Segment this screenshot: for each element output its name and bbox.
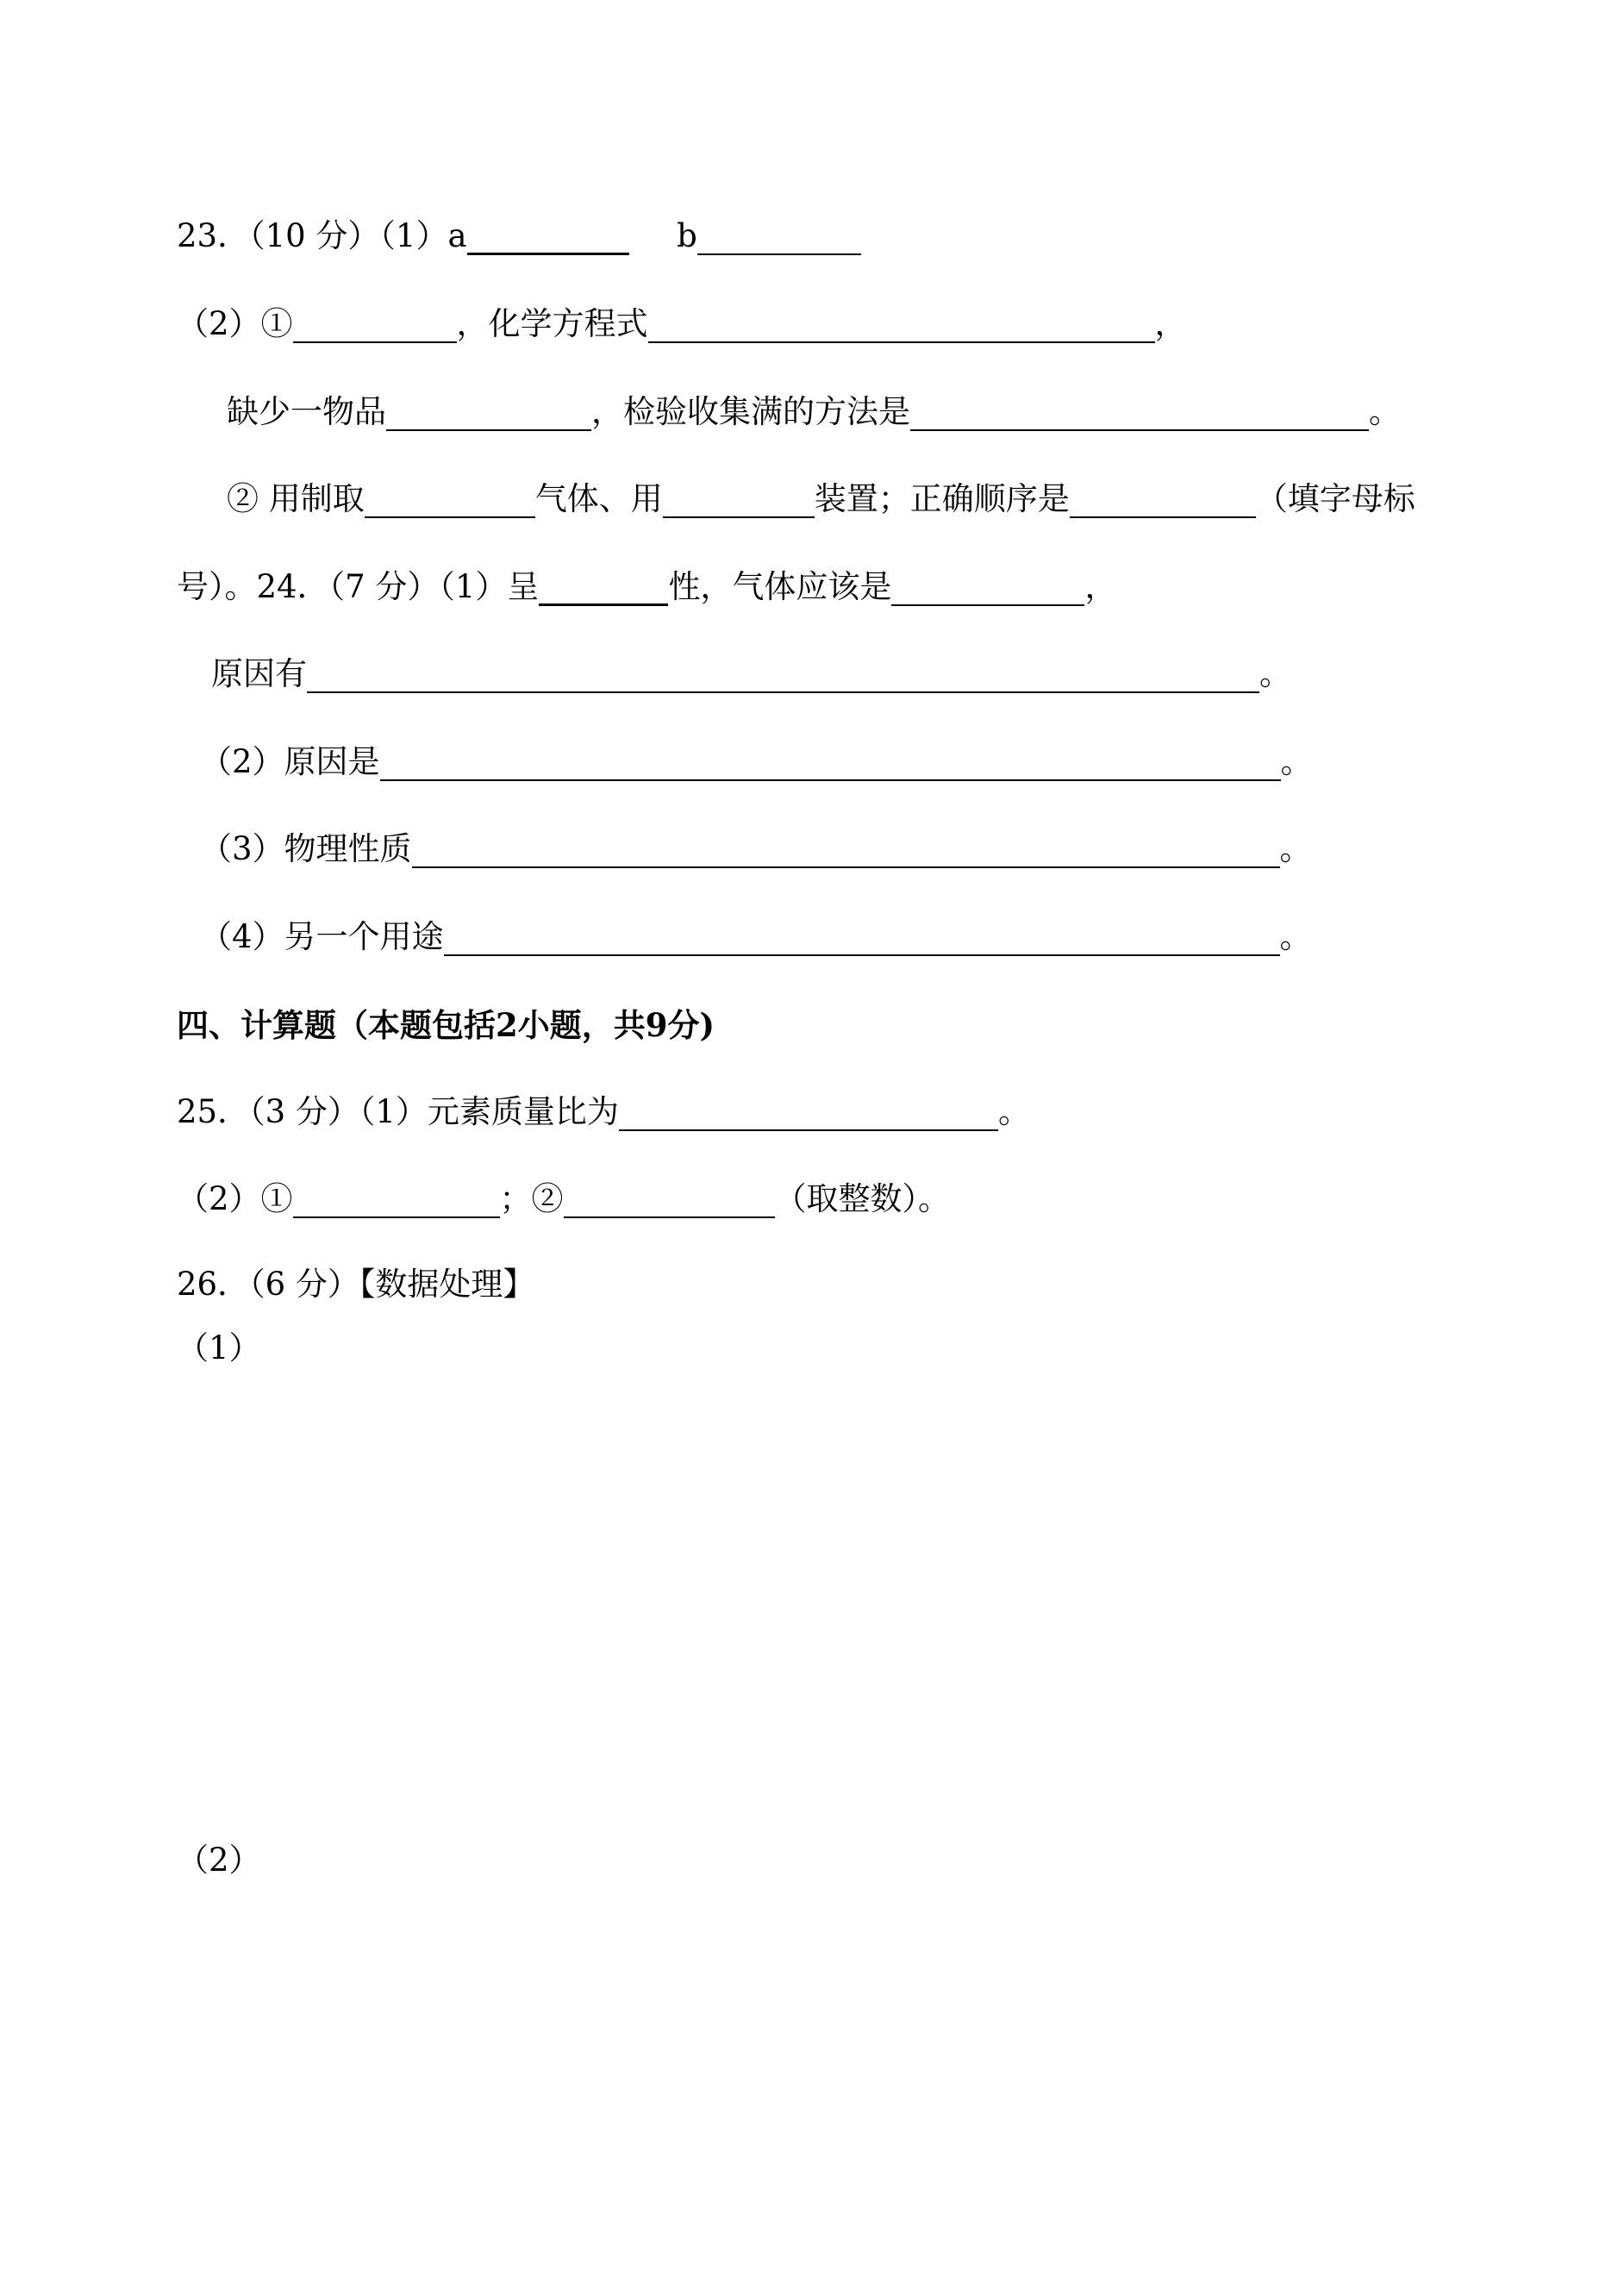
q24-l2-end: 。 [1259, 655, 1291, 692]
q25-l1-prefix: 25．（3 分）（1）元素质量比为 [177, 1093, 619, 1130]
q23-line1 [177, 217, 861, 255]
q23-l4-prefix: ② 用制取 [227, 480, 365, 517]
q24-line3 [200, 743, 1313, 781]
q24-l4-prefix: （3）物理性质 [200, 830, 412, 867]
q23-l3-mid: ，检验收集满的方法是 [591, 393, 910, 430]
q24-reason2-blank[interactable] [380, 747, 1281, 781]
q23-l4-end: （填字母标 [1255, 480, 1415, 517]
q23-l2-prefix: （2）① [177, 305, 293, 342]
q24-l1-end: ， [1084, 568, 1117, 605]
q23-header: 23．（10 分）（1）a [177, 217, 467, 254]
q25-line2 [177, 1180, 950, 1218]
q24-l4-end: 。 [1279, 830, 1312, 867]
q23-l4-gas: 气体、用 [534, 480, 663, 517]
section4-title: 四、计算题（本题包括2小题，共9分) [177, 1006, 715, 1044]
q24-l1-prefix: 号）。24．（7 分）（1）呈 [177, 568, 540, 605]
q24-l5-prefix: （4）另一个用途 [200, 918, 444, 955]
q25-l2-prefix: （2）① [177, 1180, 293, 1217]
q26-part1-answer-area[interactable] [177, 1379, 1452, 1810]
q24-line4 [200, 830, 1312, 868]
q24-gas-blank[interactable] [891, 572, 1084, 606]
q24-physical-property-blank[interactable] [412, 834, 1280, 868]
q23-l2-end: ， [1154, 305, 1187, 342]
q24-l3-end: 。 [1280, 743, 1313, 780]
q24-reason-blank[interactable] [307, 659, 1259, 693]
q25-l2-end: （取整数）。 [774, 1180, 951, 1217]
q23-order-blank[interactable] [1070, 484, 1256, 518]
q25-l1-end: 。 [997, 1093, 1030, 1130]
q23-l2-mid: ，化学方程式 [456, 305, 648, 342]
q23-check-method-blank[interactable] [910, 397, 1369, 431]
q23-b-blank[interactable] [697, 221, 861, 255]
q24-l3-prefix: （2）原因是 [200, 743, 380, 780]
q23-a-blank[interactable] [467, 220, 629, 255]
q24-property-blank[interactable] [539, 571, 668, 606]
q25-mass-ratio-blank[interactable] [619, 1097, 998, 1131]
q23-line3 [227, 393, 1401, 431]
q25-l2-mid: ；② [499, 1180, 564, 1217]
q25-line1 [177, 1093, 1030, 1131]
q23-l4-device: 装置；正确顺序是 [814, 480, 1070, 517]
q23-equation-blank[interactable] [648, 309, 1155, 343]
q24-line5 [200, 918, 1312, 956]
q23-b-label: b [677, 217, 697, 254]
q26-part2: （2） [177, 1842, 261, 1879]
q23-line4 [227, 480, 1415, 518]
q24-l2-prefix: 原因有 [211, 655, 307, 692]
q23-line2 [177, 305, 1187, 343]
q24-line1 [177, 568, 1116, 606]
q24-l5-end: 。 [1279, 918, 1312, 955]
q23-gas-blank[interactable] [365, 484, 535, 518]
q24-l1-mid: 性，气体应该是 [668, 568, 892, 605]
q23-missing-item-blank[interactable] [386, 397, 591, 431]
q23-l3-end: 。 [1369, 393, 1401, 430]
q25-answer2-blank[interactable] [564, 1184, 775, 1218]
q25-answer1-blank[interactable] [293, 1184, 500, 1218]
q26-part1: （1） [177, 1329, 261, 1366]
q23-l2-blank1[interactable] [293, 309, 457, 343]
q26-header: 26．（6 分）【数据处理】 [177, 1266, 535, 1303]
q24-line2 [211, 655, 1291, 693]
q23-l3-prefix: 缺少一物品 [227, 393, 386, 430]
q24-other-use-blank[interactable] [444, 922, 1280, 956]
q23-device-blank[interactable] [663, 484, 815, 518]
q26-part2-answer-area[interactable] [177, 1892, 1452, 2237]
